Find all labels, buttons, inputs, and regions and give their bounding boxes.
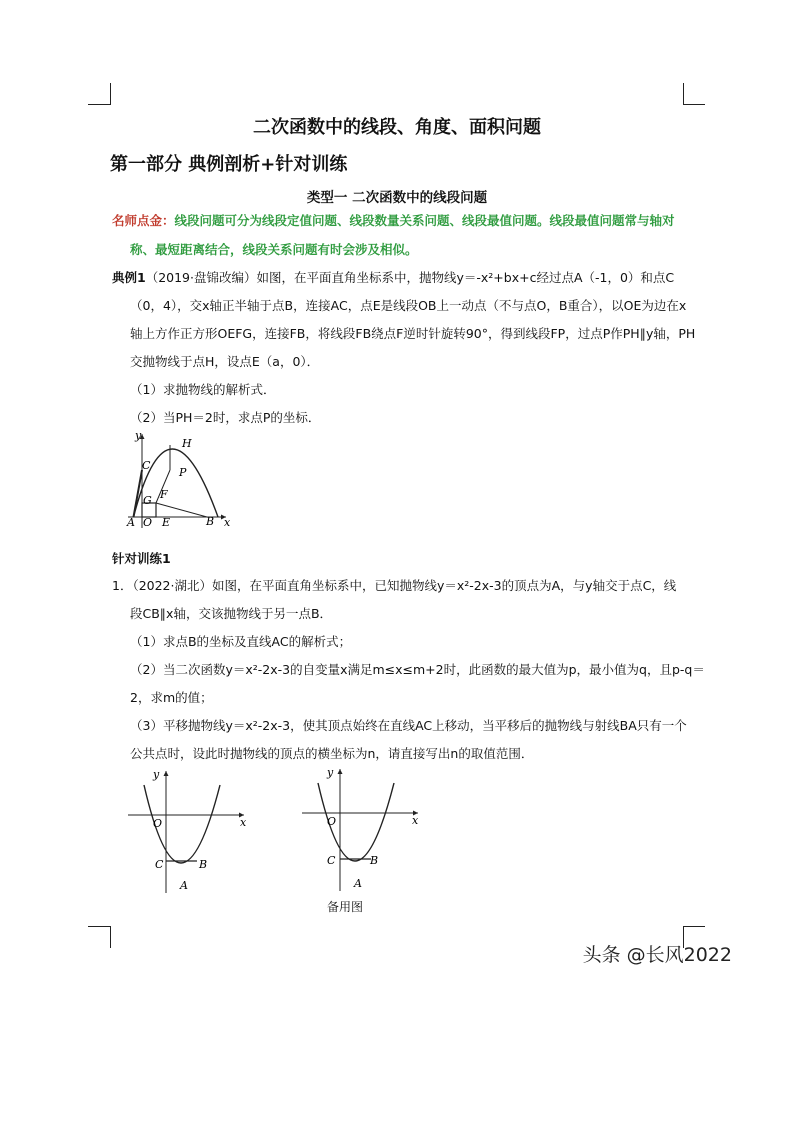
example-figure bbox=[122, 428, 240, 532]
example-line-2: （0，4），交x轴正半轴于点B，连接AC，点E是线段OB上一动点（不与点O，B重合），以OE为边在x bbox=[130, 298, 687, 313]
crop-mark-top-left-h bbox=[88, 104, 110, 105]
spare-figure bbox=[298, 763, 430, 897]
example-label-x: x bbox=[224, 516, 231, 529]
example-question-1: （1）求抛物线的解析式． bbox=[130, 382, 276, 397]
training-label-y: y bbox=[153, 768, 160, 781]
training-y-arrow bbox=[164, 771, 169, 776]
example-label-G: G bbox=[143, 494, 152, 507]
spare-label-x: x bbox=[412, 814, 419, 827]
example-line-3: 轴上方作正方形OEFG，连接FB，将线段FB绕点F逆时针旋转90°，得到线段FP，过点P作PH∥y轴，PH bbox=[130, 326, 696, 341]
tip-line-1 bbox=[112, 213, 675, 229]
example-label-H: H bbox=[182, 437, 192, 450]
training-line-2: 段CB∥x轴，交该抛物线于另一点B． bbox=[130, 606, 333, 621]
part-heading: 第一部分 典例剖析+针对训练 bbox=[110, 154, 348, 175]
example-text-1: （2019·盘锦改编）如图，在平面直角坐标系中，抛物线y＝-x²+bx+c经过点A（-1，0）和点C bbox=[145, 270, 675, 285]
training-label-C: C bbox=[155, 858, 164, 871]
crop-mark-bottom-left-v bbox=[110, 926, 111, 948]
tip-label: 名师点金： bbox=[112, 213, 175, 228]
training-question-3a: （3）平移抛物线y＝x²-2x-3，使其顶点始终在直线AC上移动，当平移后的抛物线与射线BA只有一个 bbox=[130, 718, 687, 733]
example-line-1 bbox=[112, 270, 674, 286]
crop-mark-top-left-v bbox=[110, 83, 111, 105]
example-line-4: 交抛物线于点H，设点E（a，0）． bbox=[130, 354, 320, 369]
example-label-B: B bbox=[206, 515, 215, 528]
example-label: 典例1 bbox=[112, 270, 146, 285]
spare-label-C: C bbox=[327, 854, 336, 867]
watermark: 头条 @长风2022 bbox=[582, 944, 732, 966]
training-label-O: O bbox=[153, 817, 163, 830]
training-line-1: 1．（2022·湖北）如图，在平面直角坐标系中，已知抛物线y＝x²-2x-3的顶点为A，与y轴交于点C，线 bbox=[112, 578, 677, 593]
page-title: 二次函数中的线段、角度、面积问题 bbox=[253, 117, 541, 138]
crop-mark-top-right-v bbox=[683, 83, 684, 105]
crop-mark-top-right-h bbox=[683, 104, 705, 105]
example-label-C: C bbox=[142, 459, 151, 472]
example-label-A: A bbox=[127, 516, 135, 529]
example-label-F: F bbox=[160, 488, 168, 501]
training-label-x: x bbox=[240, 816, 247, 829]
example-label-y: y bbox=[135, 429, 142, 442]
tip-text-1: 线段问题可分为线段定值问题、线段数量关系问题、线段最值问题。线段最值问题常与轴对 bbox=[174, 213, 675, 228]
spare-y-arrow bbox=[338, 769, 343, 774]
training-question-3b: 公共点时，设此时抛物线的顶点的横坐标为n，请直接写出n的取值范围． bbox=[130, 746, 534, 761]
crop-mark-bottom-right-h bbox=[683, 926, 705, 927]
spare-label-A: A bbox=[354, 877, 362, 890]
training-question-2a: （2）当二次函数y＝x²-2x-3的自变量x满足m≤x≤m+2时，此函数的最大值为p，最小值为q，且p-q＝ bbox=[130, 662, 705, 677]
example-label-E: E bbox=[162, 516, 171, 529]
example-label-P: P bbox=[179, 466, 187, 479]
spare-label-O: O bbox=[327, 815, 337, 828]
spare-label-y: y bbox=[327, 766, 334, 779]
training-label-A: A bbox=[180, 879, 188, 892]
example-label-O: O bbox=[143, 516, 153, 529]
crop-mark-bottom-left-h bbox=[88, 926, 110, 927]
training-question-2b: 2，求m的值； bbox=[130, 690, 213, 705]
training-label-B: B bbox=[199, 858, 208, 871]
spare-label-B: B bbox=[370, 854, 379, 867]
training-heading: 针对训练1 bbox=[112, 551, 171, 566]
example-segment-FB bbox=[156, 503, 207, 517]
type-heading: 类型一 二次函数中的线段问题 bbox=[306, 190, 488, 206]
training-question-1: （1）求点B的坐标及直线AC的解析式； bbox=[130, 634, 352, 649]
tip-line-2: 称、最短距离结合，线段关系问题有时会涉及相似。 bbox=[130, 242, 418, 257]
spare-figure-caption: 备用图 bbox=[327, 900, 364, 914]
training-figure bbox=[122, 765, 254, 899]
example-question-2: （2）当PH＝2时，求点P的坐标． bbox=[130, 410, 321, 425]
